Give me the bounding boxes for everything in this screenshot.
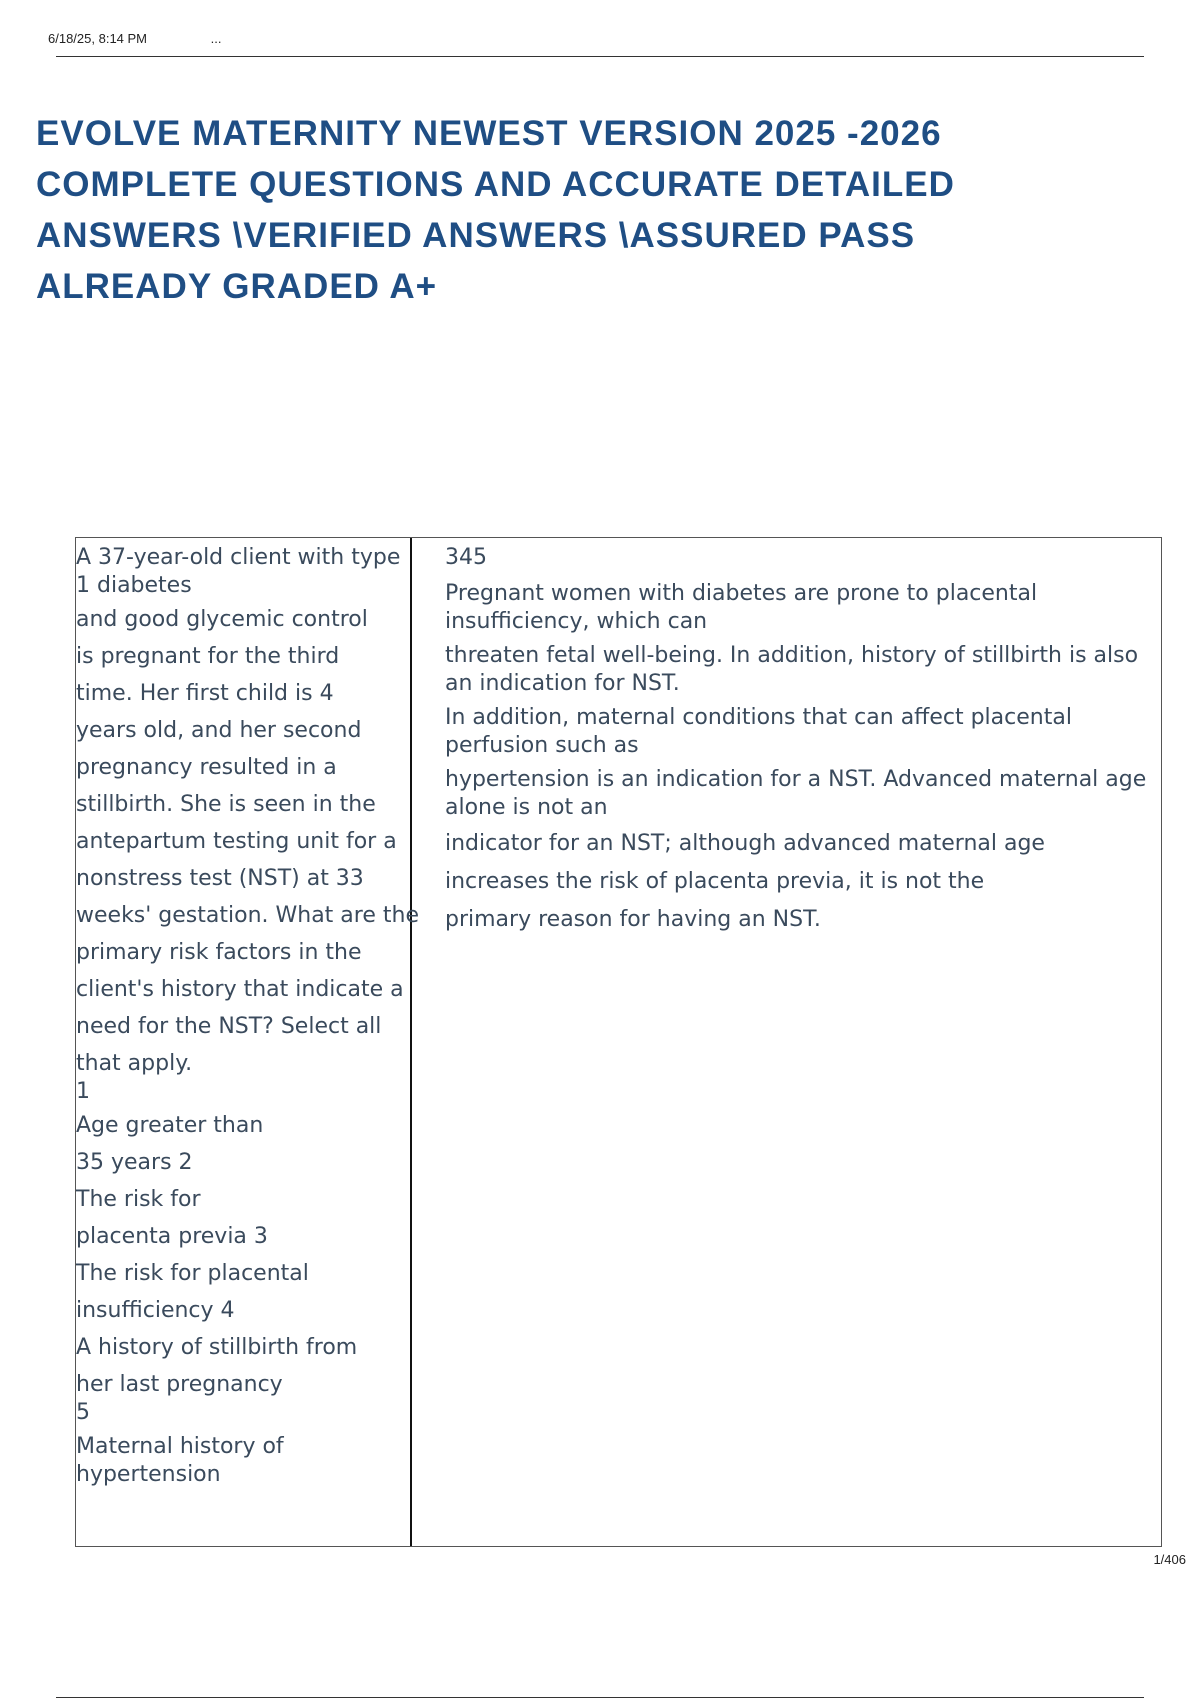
- answer-line: threaten fetal well-being. In addition, history of stillbirth is also: [445, 643, 1139, 668]
- answer-cell: [412, 538, 1166, 1546]
- header-rule: [56, 56, 1144, 57]
- question-line: her last pregnancy: [76, 1372, 283, 1397]
- question-line: 5: [76, 1400, 90, 1425]
- print-header: [48, 31, 221, 46]
- print-datetime: 6/18/25, 8:14 PM: [48, 31, 148, 46]
- question-line: 1: [76, 1079, 90, 1104]
- question-line: The risk for: [76, 1187, 201, 1212]
- question-line: antepartum testing unit for a: [76, 829, 397, 854]
- question-line: A 37-year-old client with type: [76, 545, 401, 570]
- answer-line: hypertension is an indication for a NST. Advanced maternal age: [445, 767, 1147, 792]
- title-line: ANSWERS \VERIFIED ANSWERS \ASSURED PASS: [36, 216, 916, 255]
- answer-line: primary reason for having an NST.: [445, 907, 821, 932]
- title-line: COMPLETE QUESTIONS AND ACCURATE DETAILED: [36, 165, 955, 204]
- print-ellipsis: ...: [210, 31, 222, 46]
- question-line: A history of stillbirth from: [76, 1335, 358, 1360]
- question-line: need for the NST? Select all: [76, 1014, 382, 1039]
- question-line: Age greater than: [76, 1113, 264, 1138]
- answer-line: an indication for NST.: [445, 671, 680, 696]
- question-line: is pregnant for the third: [76, 644, 340, 669]
- question-line: client's history that indicate a: [76, 977, 404, 1002]
- answer-line: insufficiency, which can: [445, 609, 708, 634]
- question-line: pregnancy resulted in a: [76, 755, 337, 780]
- title-line: EVOLVE MATERNITY NEWEST VERSION 2025 -2026: [36, 114, 942, 153]
- question-line: and good glycemic control: [76, 607, 368, 632]
- question-line: weeks' gestation. What are the: [76, 903, 419, 928]
- footer-rule: [56, 1697, 1144, 1698]
- question-line: hypertension: [76, 1462, 221, 1487]
- answer-line: 345: [445, 545, 487, 570]
- page-number: 1/406: [1153, 1552, 1186, 1567]
- title-line: ALREADY GRADED A+: [36, 267, 438, 306]
- question-line: The risk for placental: [76, 1261, 309, 1286]
- answer-line: In addition, maternal conditions that can affect placental: [445, 705, 1072, 730]
- document-title: [36, 108, 1136, 312]
- question-line: primary risk factors in the: [76, 940, 362, 965]
- answer-line: indicator for an NST; although advanced maternal age: [445, 831, 1045, 856]
- question-cell: [76, 538, 419, 1546]
- question-line: stillbirth. She is seen in the: [76, 792, 376, 817]
- question-line: 1 diabetes: [76, 573, 192, 598]
- question-line: placenta previa 3: [76, 1224, 268, 1249]
- question-line: Maternal history of: [76, 1434, 284, 1459]
- question-line: insufficiency 4: [76, 1298, 235, 1323]
- qa-table: [75, 537, 1162, 1547]
- answer-line: increases the risk of placenta previa, it is not the: [445, 869, 985, 894]
- question-line: time. Her first child is 4: [76, 681, 334, 706]
- question-line: that apply.: [76, 1051, 193, 1076]
- answer-line: perfusion such as: [445, 733, 639, 758]
- answer-line: Pregnant women with diabetes are prone to placental: [445, 581, 1038, 606]
- question-line: years old, and her second: [76, 718, 362, 743]
- question-line: 35 years 2: [76, 1150, 193, 1175]
- answer-line: alone is not an: [445, 795, 608, 820]
- question-line: nonstress test (NST) at 33: [76, 866, 364, 891]
